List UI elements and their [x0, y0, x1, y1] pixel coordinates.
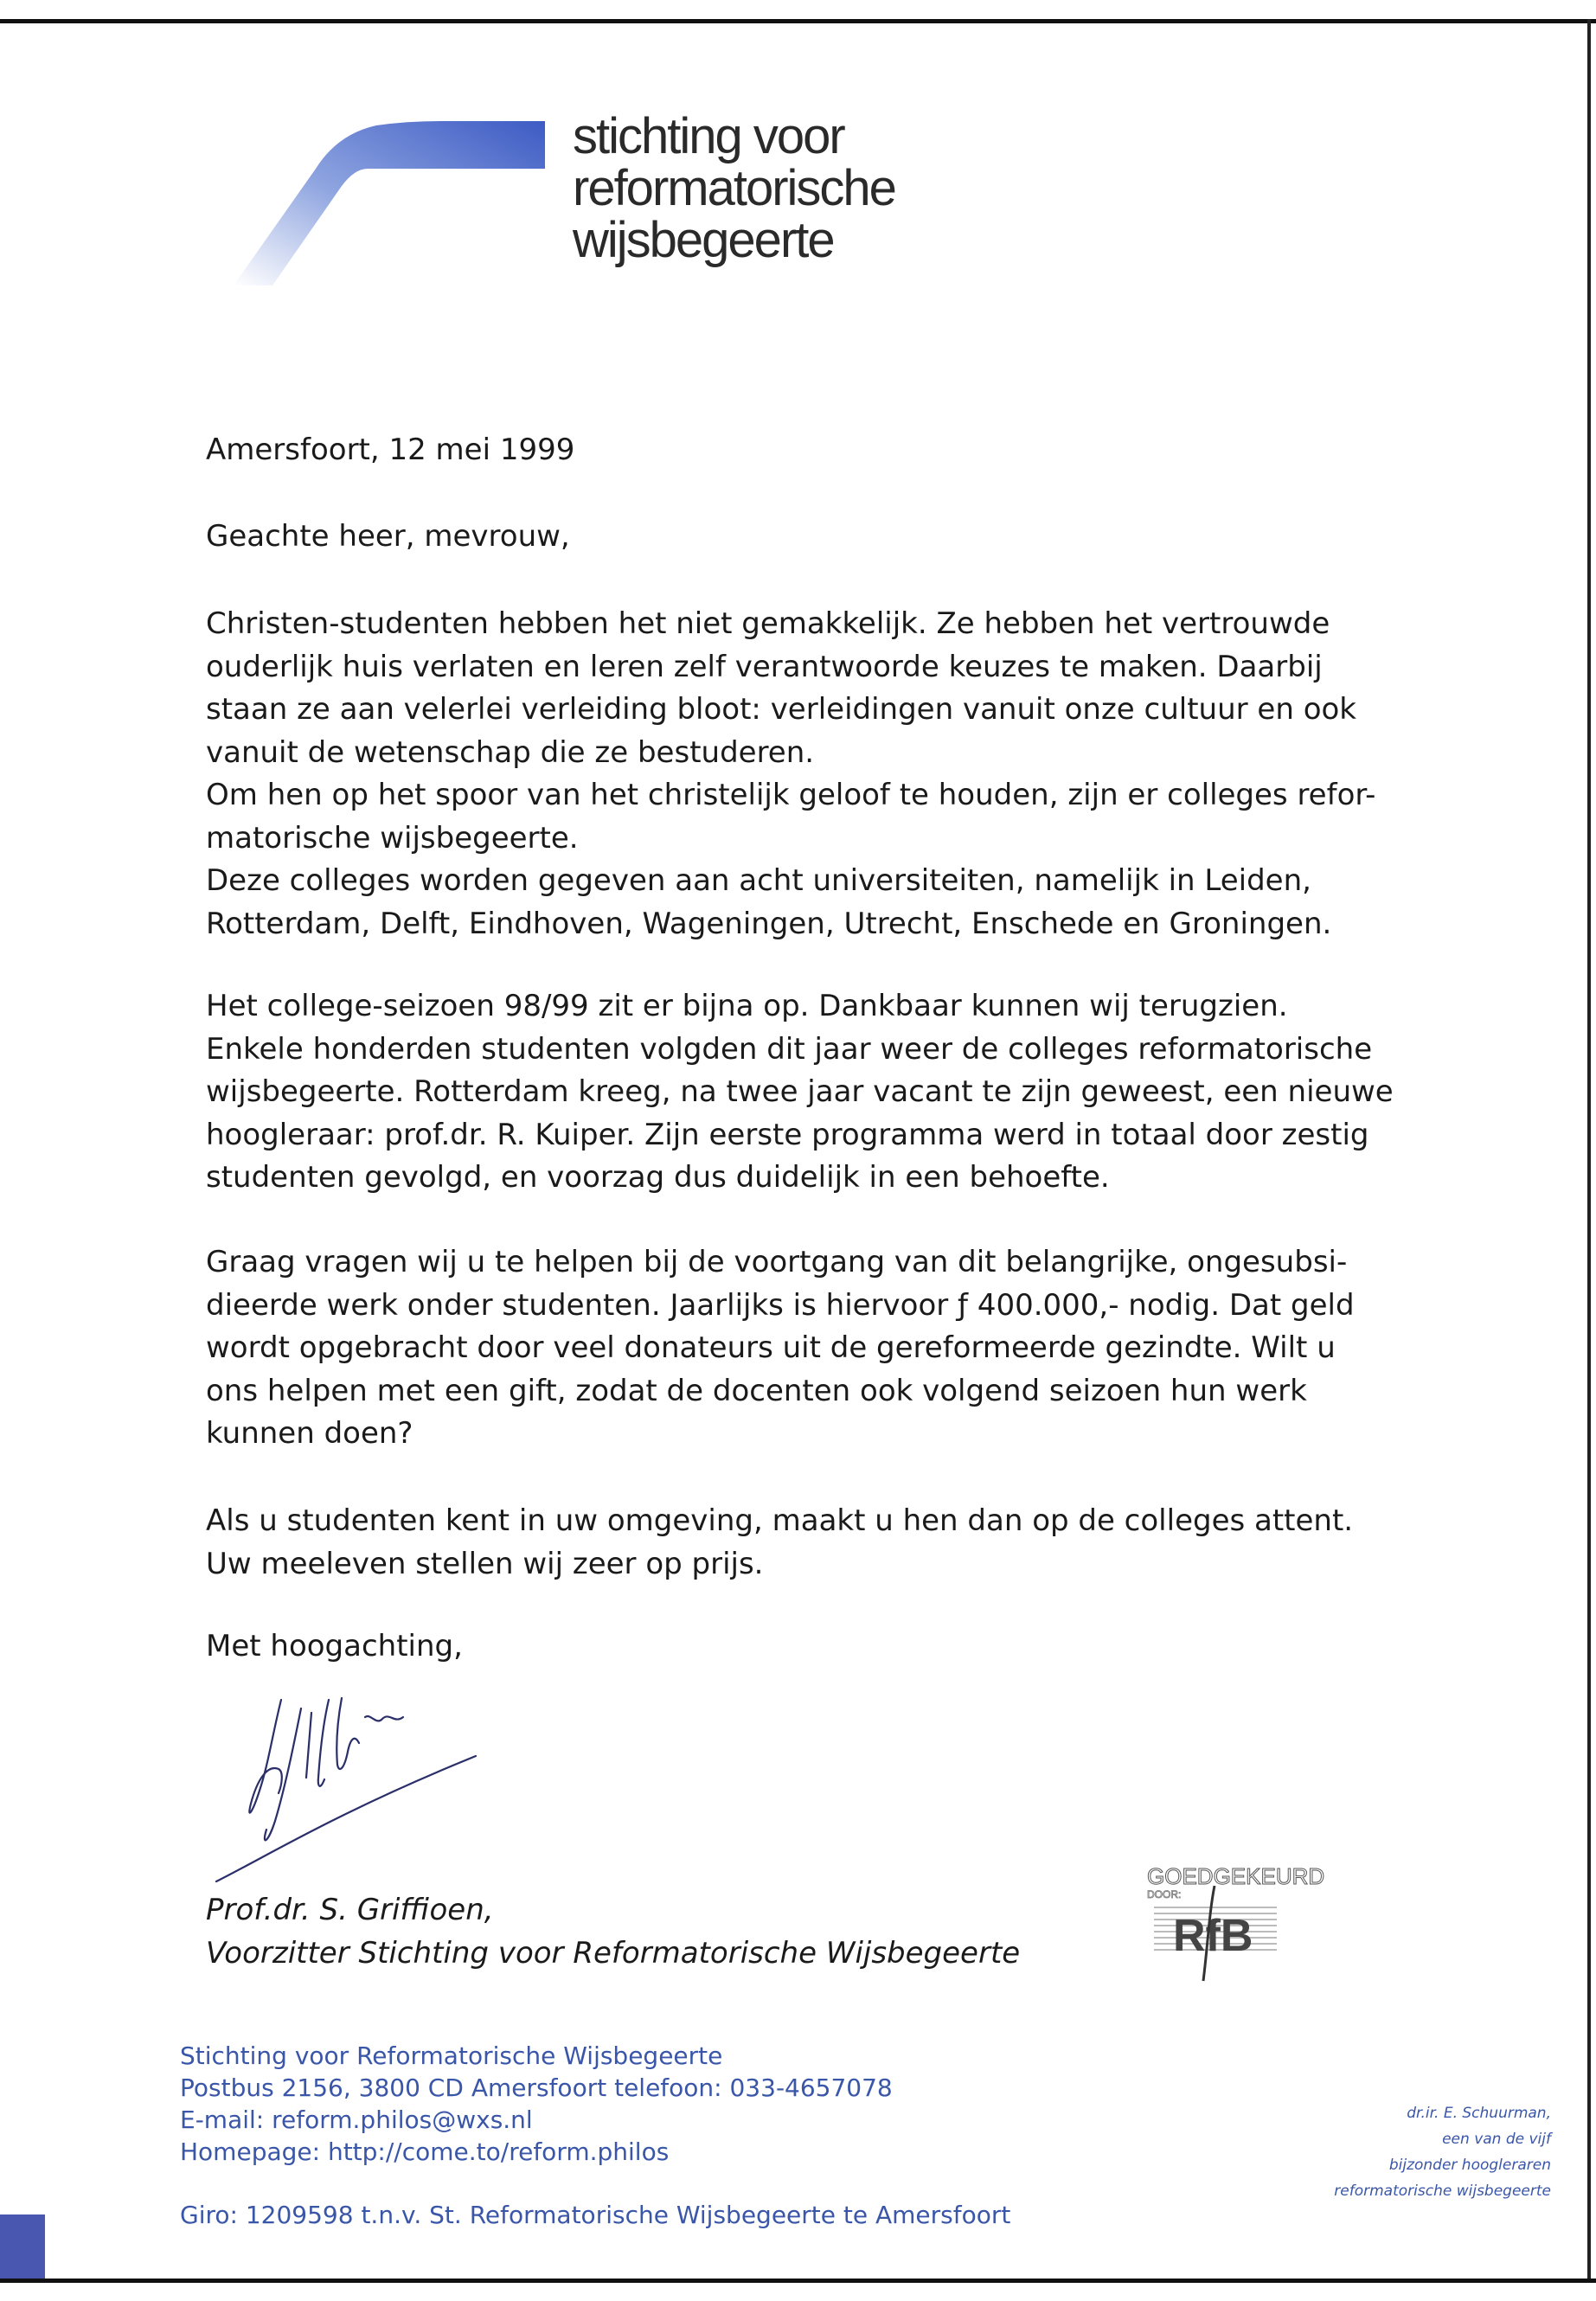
seal-sub-text: DOOR:: [1147, 1888, 1182, 1900]
footer-email[interactable]: E-mail: reform.philos@wxs.nl: [180, 2106, 533, 2134]
paragraph-line: studenten gevolgd, en voorzag dus duidelijk in een behoefte.: [206, 1160, 1110, 1195]
organization-name: [573, 108, 895, 268]
paragraph-line: Het college-seizoen 98/99 zit er bijna op. Dankbaar kunnen wij terugzien.: [206, 989, 1288, 1023]
footer-homepage[interactable]: Homepage: http://come.to/reform.philos: [180, 2138, 670, 2166]
page-border-bottom: [0, 2279, 1596, 2283]
closing: Met hoogachting,: [206, 1629, 463, 1663]
paragraph-line: ouderlijk huis verlaten en leren zelf verantwoorde keuzes te maken. Daarbij: [206, 649, 1323, 684]
paragraph-line: Rotterdam, Delft, Eindhoven, Wageningen, Utrecht, Enschede en Groningen.: [206, 906, 1332, 941]
seal-initials: RfB: [1173, 1911, 1253, 1961]
paragraph-line: wordt opgebracht door veel donateurs uit de gereformeerde gezindte. Wilt u: [206, 1330, 1336, 1365]
signer-name: Prof.dr. S. Griffioen,: [206, 1893, 494, 1927]
paragraph-3: [206, 1241, 1355, 1456]
paragraph-line: Graag vragen wij u te helpen bij de voortgang van dit belangrijke, ongesubsi-: [206, 1245, 1348, 1279]
footer-line: Stichting voor Reformatorische Wijsbegeerte: [180, 2041, 723, 2070]
paragraph-line: Enkele honderden studenten volgden dit jaar weer de colleges reformatorische: [206, 1031, 1373, 1067]
sidenote-line: reformatorische wijsbegeerte: [1334, 2182, 1551, 2200]
approval-seal-icon: [1147, 1860, 1325, 1985]
paragraph-line: Christen-studenten hebben het niet gemakkelijk. Ze hebben het vertrouwde: [206, 606, 1330, 641]
sidenote-line: een van de vijf: [1442, 2131, 1551, 2148]
paragraph-line: matorische wijsbegeerte.: [206, 820, 579, 856]
paragraph-line: vanuit de wetenschap die ze bestuderen.: [206, 734, 815, 770]
sidenote: [1334, 2100, 1551, 2204]
corner-block: [0, 2214, 45, 2279]
footer-contact: [180, 2040, 893, 2168]
page-border-top: [0, 19, 1596, 23]
paragraph-1: [206, 603, 1376, 945]
letter-date: Amersfoort, 12 mei 1999: [206, 433, 575, 467]
footer-giro: Giro: 1209598 t.n.v. St. Reformatorische Wijsbegeerte te Amersfoort: [180, 2201, 1011, 2229]
paragraph-line: Als u studenten kent in uw omgeving, maakt u hen dan op de colleges attent.: [206, 1503, 1354, 1538]
signature-icon: [199, 1682, 493, 1890]
paragraph-2: [206, 985, 1394, 1200]
salutation: Geachte heer, mevrouw,: [206, 519, 570, 554]
paragraph-line: ons helpen met een gift, zodat de docenten ook volgend seizoen hun werk: [206, 1373, 1307, 1408]
paragraph-line: dieerde werk onder studenten. Jaarlijks is hiervoor ƒ 400.000,- nodig. Dat geld: [206, 1287, 1355, 1323]
org-name-line: wijsbegeerte: [573, 212, 834, 268]
footer-line: Postbus 2156, 3800 CD Amersfoort telefoon: 033-4657078: [180, 2073, 893, 2102]
paragraph-line: hoogleraar: prof.dr. R. Kuiper. Zijn eerste programma werd in totaal door zestig: [206, 1117, 1369, 1152]
paragraph-line: Om hen op het spoor van het christelijk geloof te houden, zijn er colleges refor-: [206, 778, 1376, 812]
paragraph-line: staan ze aan velerlei verleiding bloot: verleidingen vanuit onze cultuur en ook: [206, 692, 1356, 727]
seal-top-text: GOEDGEKEURD: [1147, 1863, 1325, 1889]
signer-title: Voorzitter Stichting voor Reformatorische Wijsbegeerte: [206, 1936, 1021, 1971]
sidenote-line: bijzonder hoogleraren: [1388, 2157, 1551, 2174]
paragraph-line: kunnen doen?: [206, 1416, 413, 1451]
org-name-line: stichting voor: [573, 108, 844, 164]
foundation-logo-icon: [234, 117, 545, 290]
signer-block: [206, 1888, 1020, 1975]
paragraph-line: Uw meeleven stellen wij zeer op prijs.: [206, 1546, 764, 1581]
paragraph-line: wijsbegeerte. Rotterdam kreeg, na twee jaar vacant te zijn geweest, een nieuwe: [206, 1074, 1394, 1109]
sidenote-line: dr.ir. E. Schuurman,: [1407, 2105, 1551, 2122]
page-border-right: [1587, 19, 1591, 2283]
org-name-line: reformatorische: [573, 160, 895, 216]
paragraph-line: Deze colleges worden gegeven aan acht universiteiten, namelijk in Leiden,: [206, 863, 1311, 898]
paragraph-4: [206, 1500, 1354, 1586]
